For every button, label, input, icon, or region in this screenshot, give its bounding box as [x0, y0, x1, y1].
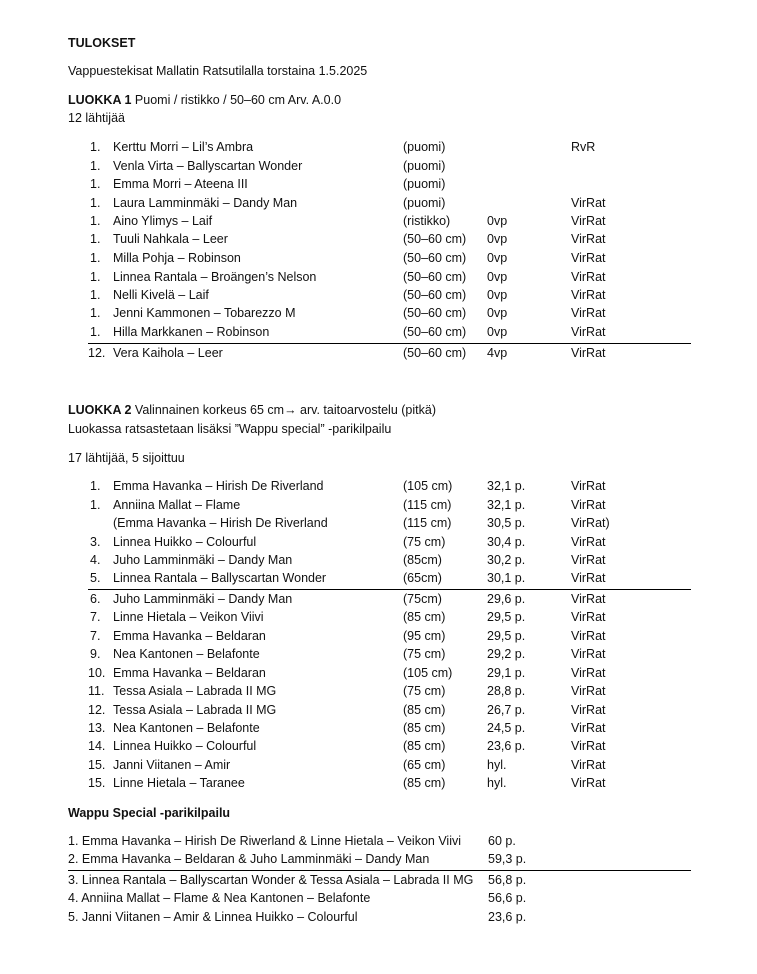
- rider-horse: Anniina Mallat – Flame: [113, 498, 241, 512]
- result: 30,4 p.: [487, 535, 526, 549]
- result-row: [0, 325, 757, 343]
- placing: 5.: [90, 571, 101, 585]
- result: 28,8 p.: [487, 684, 526, 698]
- result-row: [0, 214, 757, 232]
- club: VirRat: [571, 647, 606, 661]
- height: (65cm): [403, 571, 442, 585]
- result-row: [0, 270, 757, 288]
- rider-horse: Juho Lamminmäki – Dandy Man: [113, 592, 293, 606]
- class1-label: LUOKKA 1: [68, 93, 132, 107]
- height: (85 cm): [403, 703, 446, 717]
- height: (50–60 cm): [403, 306, 467, 320]
- rider-horse: Tuuli Nahkala – Leer: [113, 232, 228, 246]
- class1-starters: 12 lähtijää: [68, 111, 125, 125]
- result: 23,6 p.: [487, 739, 526, 753]
- result-row: [0, 306, 757, 324]
- result-row: [0, 140, 757, 158]
- pair-points: 23,6 p.: [488, 910, 527, 924]
- result-row: [0, 739, 757, 757]
- result-row: [0, 516, 757, 534]
- pair-names: 4. Anniina Mallat – Flame & Nea Kantonen – Belafonte: [68, 891, 371, 905]
- placing: 7.: [90, 629, 101, 643]
- pair-names: 2. Emma Havanka – Beldaran & Juho Lamminmäki – Dandy Man: [68, 852, 430, 866]
- height: (95 cm): [403, 629, 446, 643]
- rider-horse: Milla Pohja – Robinson: [113, 251, 241, 265]
- result-row: [0, 553, 757, 571]
- rider-horse: Linne Hietala – Taranee: [113, 776, 245, 790]
- placing: 1.: [90, 325, 101, 339]
- height: (85 cm): [403, 721, 446, 735]
- class2-heading: [68, 403, 436, 417]
- club: VirRat: [571, 758, 606, 772]
- height: (105 cm): [403, 666, 453, 680]
- height: (115 cm): [403, 516, 452, 530]
- rider-horse: Venla Virta – Ballyscartan Wonder: [113, 159, 303, 173]
- result-row: [0, 776, 757, 794]
- club: VirRat: [571, 196, 606, 210]
- club: VirRat: [571, 306, 606, 320]
- result: 4vp: [487, 346, 508, 360]
- placing: 3.: [90, 535, 101, 549]
- class2-placing-divider: [88, 589, 691, 590]
- club: RvR: [571, 140, 596, 154]
- result: 0vp: [487, 306, 508, 320]
- rider-horse: Nea Kantonen – Belafonte: [113, 647, 260, 661]
- height: (puomi): [403, 196, 446, 210]
- pair-points: 60 p.: [488, 834, 516, 848]
- placing: 1.: [90, 177, 101, 191]
- rider-horse: Tessa Asiala – Labrada II MG: [113, 684, 277, 698]
- club: VirRat: [571, 498, 606, 512]
- result-row: [0, 346, 757, 364]
- result: hyl.: [487, 776, 507, 790]
- placing: 11.: [88, 684, 105, 698]
- result-row: [0, 535, 757, 553]
- class2-starters: 17 lähtijää, 5 sijoittuu: [68, 451, 185, 465]
- class1-description: Puomi / ristikko / 50–60 cm Arv. A.0.0: [134, 93, 342, 107]
- club: VirRat: [571, 703, 606, 717]
- height: (puomi): [403, 159, 446, 173]
- club: VirRat: [571, 325, 606, 339]
- height: (50–60 cm): [403, 346, 467, 360]
- result-row: [0, 592, 757, 610]
- result-row: [0, 666, 757, 684]
- class2-note: Luokassa ratsastetaan lisäksi ”Wappu special” -parikilpailu: [68, 422, 392, 436]
- height: (75cm): [403, 592, 442, 606]
- rider-horse: Juho Lamminmäki – Dandy Man: [113, 553, 293, 567]
- height: (50–60 cm): [403, 270, 467, 284]
- rider-horse: Emma Morri – Ateena III: [113, 177, 248, 191]
- placing: 4.: [90, 553, 101, 567]
- placing: 1.: [90, 270, 101, 284]
- placing: 6.: [90, 592, 101, 606]
- height: (ristikko): [403, 214, 451, 228]
- club: VirRat: [571, 553, 606, 567]
- height: (105 cm): [403, 479, 453, 493]
- pair-result-row: [0, 910, 757, 928]
- result-row: [0, 629, 757, 647]
- result: 0vp: [487, 251, 508, 265]
- class2-description: Valinnainen korkeus 65 cm→ arv. taitoarvostelu (pitkä): [134, 403, 436, 417]
- pair-names: 1. Emma Havanka – Hirish De Riwerland & Linne Hietala – Veikon Viivi: [68, 834, 462, 848]
- placing: 1.: [90, 214, 101, 228]
- result: 30,2 p.: [487, 553, 526, 567]
- rider-horse: (Emma Havanka – Hirish De Riverland: [113, 516, 328, 530]
- result: 0vp: [487, 288, 508, 302]
- rider-horse: Tessa Asiala – Labrada II MG: [113, 703, 277, 717]
- rider-horse: Emma Havanka – Hirish De Riverland: [113, 479, 324, 493]
- pair-points: 59,3 p.: [488, 852, 527, 866]
- result: 30,5 p.: [487, 516, 526, 530]
- rider-horse: Linnea Huikko – Colourful: [113, 739, 257, 753]
- club: VirRat: [571, 535, 606, 549]
- rider-horse: Linnea Rantala – Broängen’s Nelson: [113, 270, 317, 284]
- result-row: [0, 177, 757, 195]
- result: 29,6 p.: [487, 592, 526, 606]
- placing: 1.: [90, 196, 101, 210]
- height: (50–60 cm): [403, 325, 467, 339]
- placing: 1.: [90, 140, 101, 154]
- club: VirRat: [571, 684, 606, 698]
- result: 29,5 p.: [487, 610, 526, 624]
- club: VirRat: [571, 776, 606, 790]
- result: 0vp: [487, 214, 508, 228]
- class1-placing-divider: [88, 343, 691, 344]
- height: (75 cm): [403, 647, 446, 661]
- height: (50–60 cm): [403, 251, 467, 265]
- result-row: [0, 196, 757, 214]
- club: VirRat: [571, 571, 606, 585]
- placing: 14.: [88, 739, 106, 753]
- rider-horse: Emma Havanka – Beldaran: [113, 629, 266, 643]
- result: 32,1 p.: [487, 479, 526, 493]
- club: VirRat: [571, 346, 606, 360]
- club: VirRat: [571, 739, 606, 753]
- pair-points: 56,6 p.: [488, 891, 527, 905]
- placing: 1.: [90, 288, 101, 302]
- club: VirRat: [571, 288, 606, 302]
- rider-horse: Emma Havanka – Beldaran: [113, 666, 266, 680]
- document-title: TULOKSET: [68, 36, 136, 50]
- result: 29,5 p.: [487, 629, 526, 643]
- pair-result-row: [0, 834, 757, 852]
- result-row: [0, 684, 757, 702]
- height: (75 cm): [403, 684, 446, 698]
- club: VirRat: [571, 721, 606, 735]
- club: VirRat: [571, 629, 606, 643]
- rider-horse: Nea Kantonen – Belafonte: [113, 721, 260, 735]
- placing: 12.: [88, 346, 106, 360]
- placing: 1.: [90, 306, 101, 320]
- club: VirRat: [571, 479, 606, 493]
- rider-horse: Vera Kaihola – Leer: [113, 346, 223, 360]
- rider-horse: Linne Hietala – Veikon Viivi: [113, 610, 264, 624]
- height: (85cm): [403, 553, 442, 567]
- class2-label: LUOKKA 2: [68, 403, 132, 417]
- club: VirRat: [571, 232, 606, 246]
- result-row: [0, 703, 757, 721]
- result-row: [0, 159, 757, 177]
- result: 26,7 p.: [487, 703, 526, 717]
- result: 30,1 p.: [487, 571, 526, 585]
- placing: 1.: [90, 251, 101, 265]
- placing: 1.: [90, 232, 101, 246]
- pair-result-row: [0, 891, 757, 909]
- rider-horse: Jenni Kammonen – Tobarezzo M: [113, 306, 296, 320]
- result: 29,2 p.: [487, 647, 526, 661]
- height: (50–60 cm): [403, 288, 467, 302]
- rider-horse: Hilla Markkanen – Robinson: [113, 325, 270, 339]
- rider-horse: Kerttu Morri – Lil’s Ambra: [113, 140, 254, 154]
- placing: 9.: [90, 647, 101, 661]
- result-row: [0, 758, 757, 776]
- wappu-placing-divider: [68, 870, 691, 871]
- club: VirRat: [571, 592, 606, 606]
- result-row: [0, 647, 757, 665]
- height: (puomi): [403, 177, 446, 191]
- result-row: [0, 610, 757, 628]
- rider-horse: Aino Ylimys – Laif: [113, 214, 213, 228]
- height: (85 cm): [403, 739, 446, 753]
- club: VirRat: [571, 270, 606, 284]
- placing: 13.: [88, 721, 106, 735]
- rider-horse: Linnea Huikko – Colourful: [113, 535, 257, 549]
- result-row: [0, 498, 757, 516]
- placing: 1.: [90, 479, 101, 493]
- height: (115 cm): [403, 498, 452, 512]
- result: 29,1 p.: [487, 666, 526, 680]
- height: (85 cm): [403, 776, 446, 790]
- club: VirRat: [571, 666, 606, 680]
- pair-result-row: [0, 852, 757, 870]
- result: 24,5 p.: [487, 721, 526, 735]
- pair-points: 56,8 p.: [488, 873, 527, 887]
- rider-horse: Janni Viitanen – Amir: [113, 758, 231, 772]
- result: 0vp: [487, 232, 508, 246]
- height: (65 cm): [403, 758, 446, 772]
- placing: 1.: [90, 159, 101, 173]
- pair-names: 3. Linnea Rantala – Ballyscartan Wonder & Tessa Asiala – Labrada II MG: [68, 873, 474, 887]
- height: (50–60 cm): [403, 232, 467, 246]
- result: 0vp: [487, 270, 508, 284]
- club: VirRat): [571, 516, 610, 530]
- result-row: [0, 288, 757, 306]
- result-row: [0, 571, 757, 589]
- club: VirRat: [571, 251, 606, 265]
- rider-horse: Laura Lamminmäki – Dandy Man: [113, 196, 298, 210]
- rider-horse: Linnea Rantala – Ballyscartan Wonder: [113, 571, 327, 585]
- rider-horse: Nelli Kivelä – Laif: [113, 288, 209, 302]
- event-heading: Vappuestekisat Mallatin Ratsutilalla torstaina 1.5.2025: [68, 64, 368, 78]
- class1-heading: [68, 93, 341, 107]
- result: hyl.: [487, 758, 507, 772]
- placing: 1.: [90, 498, 101, 512]
- placing: 10.: [88, 666, 106, 680]
- pair-result-row: [0, 873, 757, 891]
- club: VirRat: [571, 610, 606, 624]
- result: 0vp: [487, 325, 508, 339]
- result-row: [0, 721, 757, 739]
- result-row: [0, 251, 757, 269]
- height: (85 cm): [403, 610, 446, 624]
- club: VirRat: [571, 214, 606, 228]
- placing: 12.: [88, 703, 106, 717]
- wappu-heading: Wappu Special -parikilpailu: [68, 806, 231, 820]
- placing: 15.: [88, 758, 106, 772]
- height: (puomi): [403, 140, 446, 154]
- result-row: [0, 479, 757, 497]
- height: (75 cm): [403, 535, 446, 549]
- result-row: [0, 232, 757, 250]
- placing: 15.: [88, 776, 106, 790]
- pair-names: 5. Janni Viitanen – Amir & Linnea Huikko – Colourful: [68, 910, 358, 924]
- result: 32,1 p.: [487, 498, 526, 512]
- placing: 7.: [90, 610, 101, 624]
